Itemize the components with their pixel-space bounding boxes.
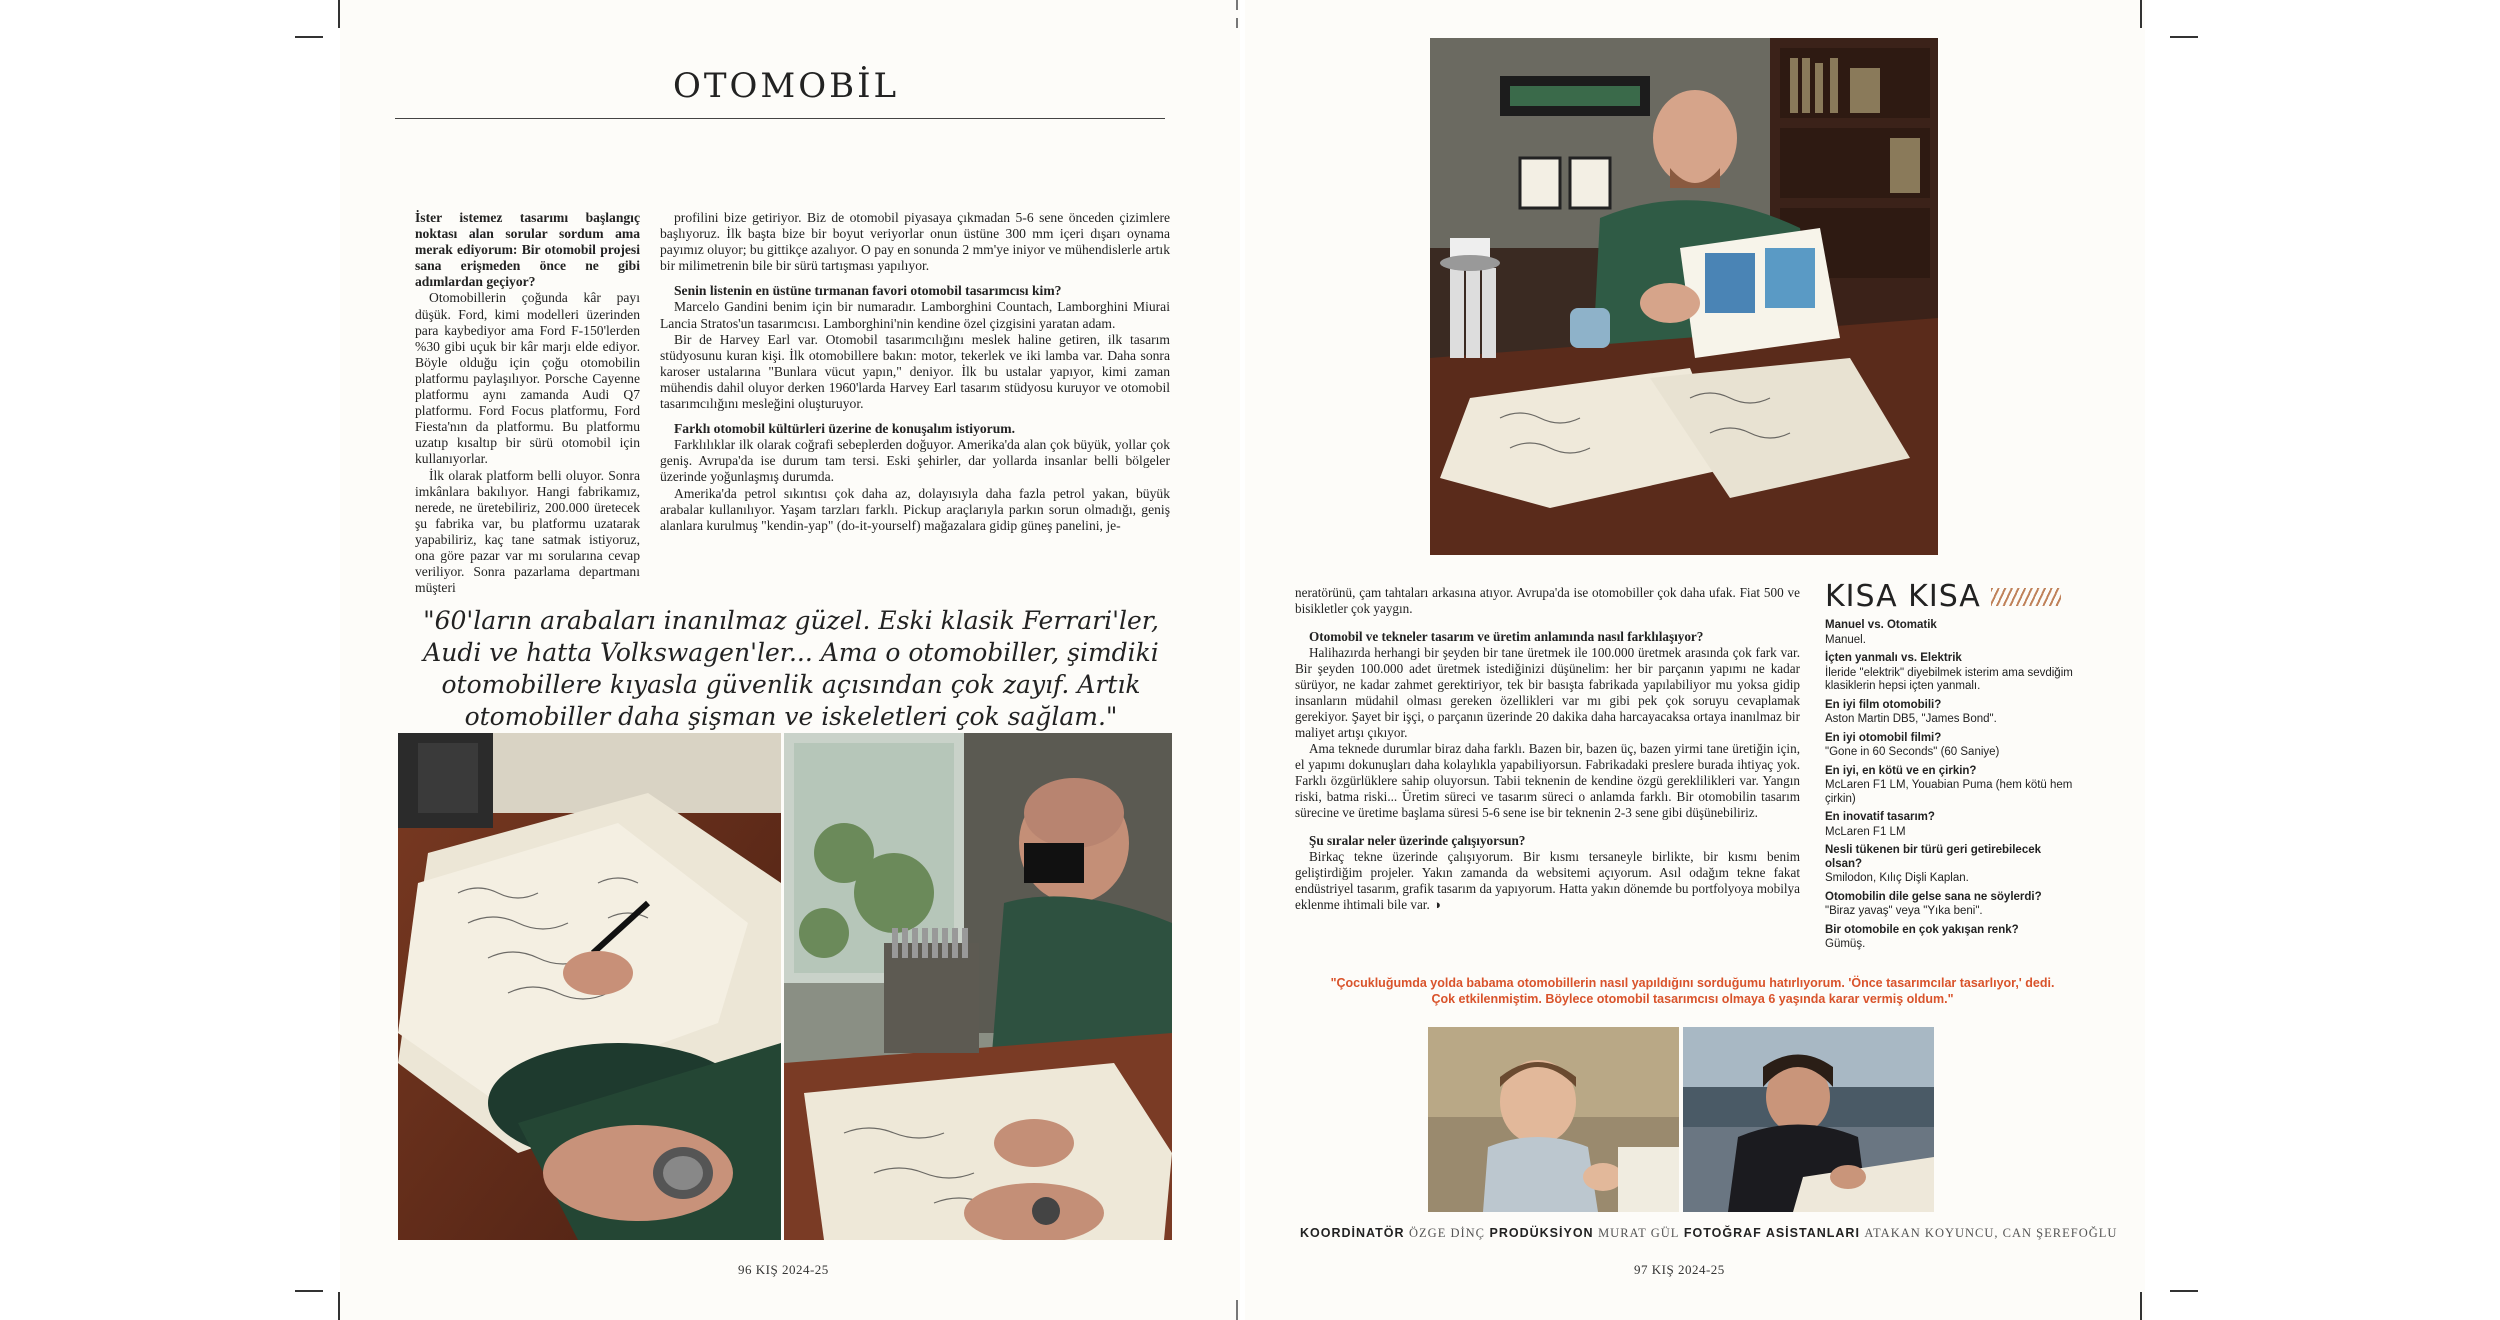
crop-mark [2140,1292,2142,1320]
interview-question: Senin listenin en üstüne tırmanan favori otomobil tasarımcısı kim? [674,283,1062,299]
photo-boy-drawing [1683,1027,1934,1212]
folio-left: 96 KIŞ 2024-25 [738,1262,829,1277]
crop-mark [295,36,323,38]
kisa-kisa-title-text: KISA KISA [1825,579,1981,614]
spine-mark [1236,18,1238,28]
crop-mark [2170,1290,2198,1292]
credits-line [1300,1226,2118,1241]
paragraph: Marcelo Gandini benim için bir numaradır. Lamborghini Countach, Lamborghini Miurai Lancia Stratos'un tasarımcısı. Lamborghini'nin kendine özel çizgisini yaratan adam. [660,299,1170,331]
crop-mark [2140,0,2142,28]
paragraph: Farklılıklar ilk olarak coğrafi sebeplerden doğuyor. Amerika'da alan çok büyük, yollar çok geniş. Avrupa'da ise durum tam tersi. Eski şehirler, dar yollarda insanlar belli bölgeler üzerinde yoğunlaşmış durumda. [660,437,1170,485]
spine-mark [1236,1300,1238,1310]
kisa-kisa-title [1825,580,2075,614]
kisa-question: Manuel vs. Otomatik [1825,619,1937,631]
paragraph: neratörünü, çam tahtaları arkasına atıyor. Avrupa'da ise otomobiller çok daha ufak. Fiat 500 ve bisikletler çok yaygın. [1295,585,1800,616]
spine-mark [1236,0,1238,10]
paragraph: İster istemez tasarımı başlangıç noktası alan sorular sordum ama merak ediyorum: Bir otomobil projesi sana erişmeden önce ne gibi adımlardan geçiyor? [415,210,640,290]
credit-coordinator-name: ÖZGE DİNÇ [1409,1226,1486,1240]
pull-quote: "60'ların arabaları inanılmaz güzel. Eski klasik Ferrari'ler, Audi ve hatta Volkswagen'ler... Ama o otomobiller, şimdiki otomobillere kıyasla güvenlik açısından çok zayıf. Artık otomobiller daha şişman ve iskeletleri çok sağlam." [423,606,1159,731]
kisa-answer: "Biraz yavaş" veya "Yıka beni". [1825,905,1983,917]
credit-production-name: MURAT GÜL [1598,1226,1680,1240]
photo-designer-portrait [1430,38,1938,555]
crop-mark [295,1290,323,1292]
paragraph: Halihazırda herhangi bir şeyden bir tane üretmek ile 100.000 üretmek arasında çok fark var. Bir şeyden 100.000 adet üretmek istediğinizi düşünelim: her bir parçanın yapımı ne kadar sürüyor, ne kadar zahmet gerektiriyor, tek bir basışta fabrikada yapılabiliyor mu yoksa gidip insanların müdahil olması gereken özellikleri var mı gibi pek çok soruyu cevaplamak gerekiyor. Şayet bir işçi, o parçanın üzerinde 20 dakika daha harcayacaksa ortaya inanılmaz bir maliyet artışı çıkıyor. [1295,645,1800,740]
hatch-decoration [1991,588,2061,606]
kisa-answer: "Gone in 60 Seconds" (60 Saniye) [1825,746,2000,758]
crop-mark [338,0,340,28]
kisa-question: İçten yanmalı vs. Elektrik [1825,652,1962,664]
paragraph: Amerika'da petrol sıkıntısı çok daha az, dolayısıyla daha fazla petrol yakan, büyük arabalar kullanılıyor. Yaşam tarzları farklı. Pickup araçlarıyla parkın sorun olmadığı, geniş alanlara kurulmuş "kendin-yap" (do-it-yourself) mağazalara gidip güneş panelini, je- [660,485,1170,533]
kisa-answer: Manuel. [1825,633,1866,646]
section-title: OTOMOBİL [673,66,900,106]
kisa-kisa-box [1825,580,2075,952]
credit-assistants-name: ATAKAN KOYUNCU, CAN ŞEREFOĞLU [1864,1226,2118,1240]
kisa-answer: İleride "elektrik" diyebilmek isterim ama sevdiğim klasiklerin hepsi içten yanmalı. [1825,666,2073,692]
paragraph: Bir de Harvey Earl var. Otomobil tasarımcılığını meslek haline getiren, ilk tasarım stüdyosunu kuran kişi. İlk otomobillere bakın: motor, tekerlek ve iki lamba var. Daha sonra karoser ustalarına "Bunlara vücut yapın," deniyor. İlk bu ustalar yapıyor, kimi zaman mühendis dahil oluyor derken 1960'larda Harvey Earl tasarım stüdyosu kuruyor ve otomobil tasarımcılığını mesleğini oluşturuyor. [660,331,1170,412]
kisa-answer: McLaren F1 LM [1825,825,1906,838]
interview-question: Otomobil ve tekneler tasarım ve üretim anlamında nasıl farklılaşıyor? [1309,629,1704,644]
kisa-question: En iyi film otomobili? [1825,698,1942,711]
spine-mark [1236,1310,1238,1320]
interview-question: Farklı otomobil kültürleri üzerine de konuşalım istiyorum. [674,421,1015,437]
kisa-question: En inovatif tasarım? [1825,811,1935,823]
body-column-right [660,210,1170,534]
paragraph: İlk olarak platform belli oluyor. Sonra imkânlara bakılıyor. Hangi fabrikamız, nerede, ne üretebiliriz, 200.000 üretecek şu fabrika var, bu platformu uzatarak yapabiliriz, kaç tane satmak istiyoruz, ona göre pazar var mı sorularına cevap veriliyor. Sonra pazarlama departmanı müşteri [415,467,640,596]
kisa-answer: McLaren F1 LM, Youabian Puma (hem kötü hem çirkin) [1825,779,2073,805]
paragraph: Ama teknede durumlar biraz daha farklı. Bazen bir, bazen üç, bazen yirmi tane üretiğin için, el yapımı dokunuşları daha kolaylıkla yapabiliyorsun. Fabrikadaki preslere burada ihtiyaç yok. Farklı özgürlüklere sahip oluyorsun. Tabii teknenin de kendine özgü gereklilikleri var. Yangın riski, batma riski... Üretim süreci ve tasarım süreci o anlamda farklı. Bir otomobilin tasarım sürecine ve üretime başlama süresi 5-6 sene ise bir teknenin 2-3 sene gibi düşünebiliriz. [1295,741,1800,820]
body-column-right-page [1295,585,1800,913]
kisa-question: Bir otomobile en çok yakışan renk? [1825,923,2019,936]
photo-sketching-hands [398,733,781,1240]
kisa-question: Otomobilin dile gelse sana ne söylerdi? [1825,890,2042,903]
paragraph: Birkaç tekne üzerinde çalışıyorum. Bir kısmı tersaneyle birlikte, bir kısmı benim geliştirdiğim projeler. Yakın zamanda da websitemi açıyorum. Asıl odağım tekne fakat endüstriyel tasarım, grafik tasarım da yapıyorum. Hatta yakın dönemde bu portfolyoya mobilya eklenme ihtimali bile var. ◑ [1295,849,1800,912]
kisa-question: En iyi otomobil filmi? [1825,731,1942,744]
folio-right: 97 KIŞ 2024-25 [1634,1262,1725,1277]
credit-coordinator-role: KOORDİNATÖR [1300,1226,1405,1240]
photo-baby [1428,1027,1679,1212]
childhood-quote: "Çocukluğumda yolda babama otomobillerin nasıl yapıldığını sorduğumu hatırlıyorum. 'Önce tasarımcılar tasarlıyor,' dedi. Çok etkilenmiştim. Böylece otomobil tasarımcısı olmaya 6 yaşında karar vermiş oldum." [1330,976,2055,1006]
kisa-question: En iyi, en kötü ve en çirkin? [1825,764,1977,777]
paragraph: Otomobillerin çoğunda kâr payı düşük. Ford, kimi modelleri üzerinden para kaybediyor ama Ford F-150'lerden %30 gibi uçuk bir kâr marjı elde ediyor. Böyle olduğu için çoğu otomobilin platformu paylaşılıyor. Porsche Cayenne platformu aynı zamanda Audi Q7 platformu. Ford Focus platformu, Ford Fiesta'nın da platformu. Bu platformu uzatıp kısaltıp bir sürü otomobil için kullanıyorlar. [415,290,640,467]
photo-designer-drawing [784,733,1172,1240]
body-column-left [415,210,640,596]
kisa-answer: Gümüş. [1825,938,1866,950]
crop-mark [2170,36,2198,38]
credit-production-role: PRODÜKSİYON [1489,1226,1594,1240]
kisa-answer: Aston Martin DB5, "James Bond". [1825,713,1997,725]
kisa-kisa-list [1825,619,2075,952]
credit-assistants-role: FOTOĞRAF ASİSTANLARI [1683,1226,1860,1240]
crop-mark [338,1292,340,1320]
paragraph: profilini bize getiriyor. Biz de otomobil piyasaya çıkmadan 5-6 sene önceden çizimlere başlıyoruz. İlk başta bize bir boyut veriyorlar onun üstüne 300 mm içeri dışarı oynama payımız oluyor; bu gittikçe azalıyor. O pay en sonunda 2 mm'ye iniyor ve mühendislerle artık bir milimetrenin bile bir sürü tartışması yapılıyor. [660,210,1170,274]
interview-question: Şu sıralar neler üzerinde çalışıyorsun? [1309,833,1526,848]
kisa-question: Nesli tükenen bir türü geri getirebilecek olsan? [1825,844,2042,870]
kisa-answer: Smilodon, Kılıç Dişli Kaplan. [1825,872,1969,884]
header-rule [395,118,1165,119]
